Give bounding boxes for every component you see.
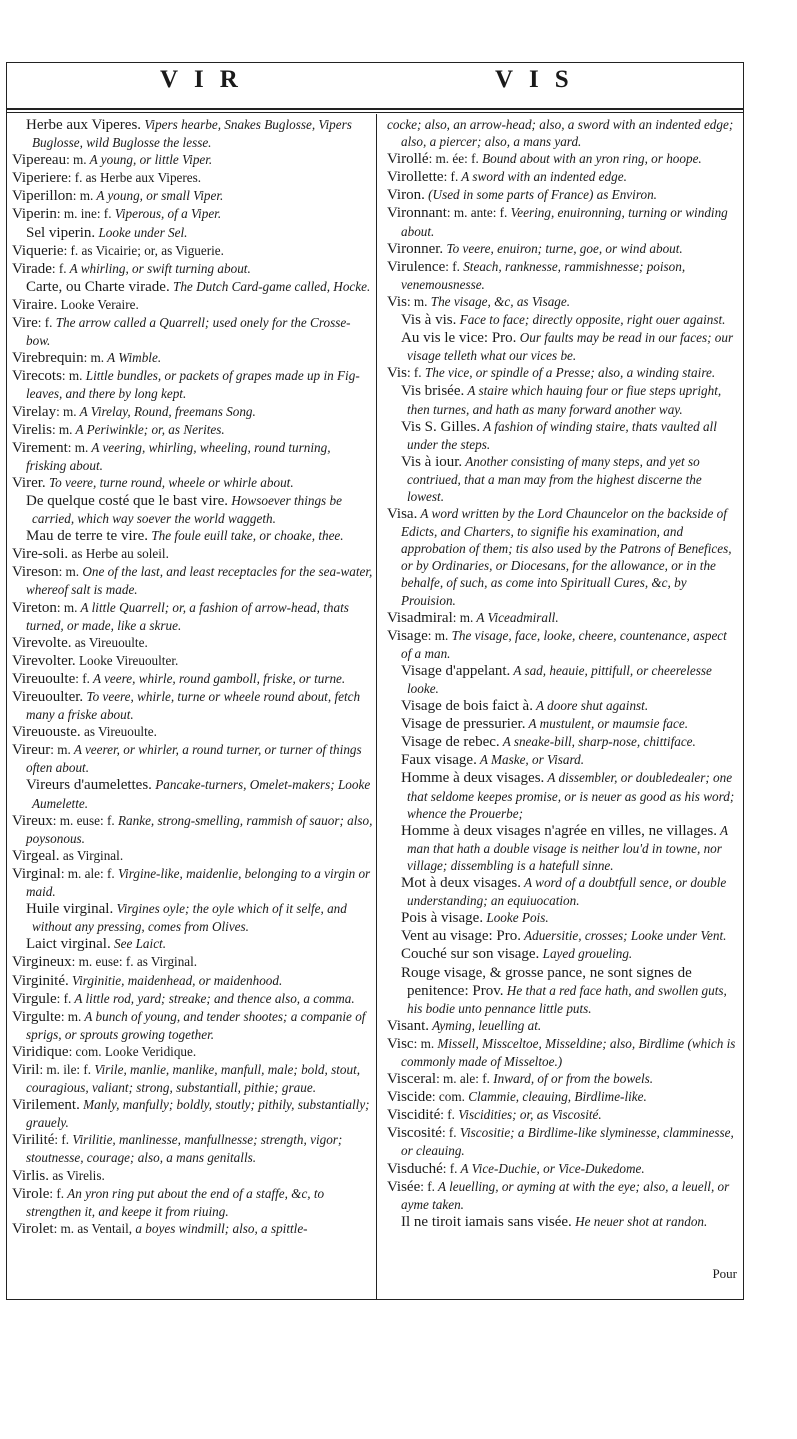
grammar-note: as Vireuoulte. <box>71 634 148 650</box>
dictionary-entry <box>12 990 374 1008</box>
headword: Virlis. <box>12 1167 50 1184</box>
definition: A veerer, or whirler, a round turner, or turner of things often about. <box>26 742 362 776</box>
grammar-note: : f. <box>443 169 459 185</box>
dictionary-entry <box>12 563 374 598</box>
grammar-note: : m. <box>413 1035 435 1051</box>
headword: Huile virginal. <box>26 901 114 918</box>
headword: Faux visage. <box>401 752 477 769</box>
headword: Viril <box>12 1061 40 1078</box>
dictionary-entry <box>387 453 740 505</box>
dictionary-entry <box>12 205 374 223</box>
dictionary-entry <box>12 439 374 474</box>
dictionary-entry <box>387 945 740 963</box>
headword: Virelis <box>12 421 52 438</box>
dictionary-entry <box>387 751 740 769</box>
headword: Virilité <box>12 1132 55 1149</box>
headword: Virgeal. <box>12 847 60 864</box>
dictionary-entry <box>12 741 374 776</box>
grammar-note: : com. <box>431 1089 465 1105</box>
header-rule-thin <box>6 112 744 113</box>
headword: Visage de bois faict à. <box>401 698 533 715</box>
definition: Aduersitie, crosses; Looke under Vent. <box>520 928 727 944</box>
definition: A veere, whirle, round gamboll, friske, or turne. <box>89 670 346 686</box>
definition: A fashion of winding staire, thats vaulted all under the steps. <box>407 418 717 452</box>
definition: A little Quarrell; or, a fashion of arrow-head, thats turned, or made, like a skrue. <box>26 599 349 633</box>
dictionary-entry <box>387 311 740 329</box>
dictionary-entry <box>12 260 374 278</box>
dictionary-entry <box>12 527 374 545</box>
definition: Looke under Sel. <box>95 224 188 240</box>
left-column <box>12 116 374 1238</box>
dictionary-entry <box>12 812 374 847</box>
dictionary-entry <box>387 733 740 751</box>
dictionary-entry <box>12 900 374 935</box>
dictionary-entry <box>387 1124 740 1159</box>
dictionary-entry <box>12 296 374 314</box>
headword: Il ne tiroit iamais sans visée. <box>401 1213 572 1230</box>
grammar-note: : m. ale: f. <box>436 1071 490 1087</box>
headword: Visage <box>387 627 428 644</box>
dictionary-entry <box>12 349 374 367</box>
grammar-note: : f. <box>56 990 72 1006</box>
definition: Virilitie, manlinesse, manfullnesse; strength, vigor; stoutnesse, courage; also, a mans genitalls. <box>26 1132 343 1166</box>
headword: Viraire. <box>12 296 58 313</box>
dictionary-entry <box>12 688 374 723</box>
headword: Visage de pressurier. <box>401 716 526 733</box>
dictionary-entry <box>387 1035 740 1070</box>
grammar-note: : f. <box>441 1125 457 1141</box>
dictionary-entry <box>12 953 374 971</box>
dictionary-entry <box>12 116 374 151</box>
dictionary-entry <box>12 847 374 865</box>
definition: Inward, of or from the bowels. <box>489 1071 654 1087</box>
grammar-note: : f. <box>420 1178 435 1194</box>
grammar-note: as Virelis. <box>49 1167 105 1183</box>
dictionary-entry <box>12 187 374 205</box>
dictionary-entry <box>12 1096 374 1131</box>
dictionary-entry <box>387 1160 740 1178</box>
headword: Vireux <box>12 812 53 829</box>
headword: Vis à iour. <box>401 453 463 470</box>
headword: Virollette <box>387 169 444 186</box>
definition: A Wimble. <box>104 350 162 366</box>
definition: Ayming, leuelling at. <box>429 1017 542 1033</box>
definition: A leuelling, or ayming at with the eye; also, a leuell, or ayme taken. <box>401 1178 730 1212</box>
headword: Virginal <box>12 865 61 882</box>
headword: Vironnant <box>387 205 447 222</box>
grammar-note: : m. ante: f. <box>446 205 508 221</box>
definition: A staire which hauing four or fiue steps upright, then turnes, and hath as many forward another way. <box>407 383 722 417</box>
headword: Mau de terre te vire. <box>26 528 149 545</box>
grammar-note: Looke Veraire. <box>57 296 139 312</box>
definition: Virginitie, maidenhead, or maidenhood. <box>68 972 283 988</box>
dictionary-entry <box>12 634 374 652</box>
dictionary-entry <box>12 314 374 349</box>
dictionary-entry <box>12 1061 374 1096</box>
headword: Virer. <box>12 474 46 491</box>
headword: Visc <box>387 1035 414 1052</box>
dictionary-entry <box>387 964 740 1017</box>
headword: Virement <box>12 439 68 456</box>
definition: Viperous, of a Viper. <box>111 206 222 222</box>
definition: One of the last, and least receptacles for the sea-water, whereof salt is made. <box>26 564 373 598</box>
definition: Viscositie; a Birdlime-like slyminesse, clamminesse, or cleauing. <box>401 1125 734 1159</box>
dictionary-entry <box>387 329 740 364</box>
dictionary-entry <box>387 505 740 609</box>
headword: Virolet <box>12 1220 54 1237</box>
definition: To veere, turne round, wheele or whirle about. <box>45 474 294 490</box>
headword: Vis à vis. <box>401 312 457 329</box>
grammar-note: : m. <box>56 403 77 419</box>
headword: Visceral <box>387 1071 437 1088</box>
dictionary-entry <box>12 367 374 402</box>
headword: De quelque costé que le bast vire. <box>26 492 229 509</box>
headword: Viperiere <box>12 170 68 187</box>
headword: Vireur <box>12 742 51 759</box>
headword: Virgule <box>12 990 57 1007</box>
grammar-note: : f. <box>440 1107 455 1123</box>
definition: Bound about with an yron ring, or hoope. <box>478 151 702 167</box>
grammar-note: : m. <box>66 152 87 168</box>
definition: Another consisting of many steps, and yet so contriued, that a man may from the highest discerne the lowest. <box>407 453 702 504</box>
definition: Virgines oyle; the oyle which of it selfe, and without any pressing, comes from Olives. <box>32 901 347 935</box>
dictionary-entry <box>387 874 740 909</box>
definition: A man that hath a double visage is neither lou'd in towne, nor village; dissembling is a hatefull sinne. <box>407 822 728 873</box>
headword: Homme à deux visages. <box>401 770 545 787</box>
headword: Mot à deux visages. <box>401 875 521 892</box>
headword: Herbe aux Viperes. <box>26 117 142 133</box>
headword: Visa. <box>387 506 418 523</box>
definition: Virile, manlie, manlike, manfull, male; bold, stout, couragious, valiant; strong, substantiall, pithie; graue. <box>26 1061 361 1096</box>
headword: Visée <box>387 1178 421 1195</box>
grammar-note: : f. <box>49 1185 65 1201</box>
definition: The foule euill take, or choake, thee. <box>148 528 344 544</box>
dictionary-entry <box>387 1088 740 1106</box>
headword: Vireuouste. <box>12 724 81 741</box>
dictionary-entry <box>387 364 740 382</box>
dictionary-entry <box>387 150 740 168</box>
headword: Visage d'appelant. <box>401 662 511 679</box>
headword: Visduché <box>387 1160 443 1177</box>
running-head-left: VIR <box>160 66 254 93</box>
definition: Little bundles, or packets of grapes made up in Fig-leaves, and there by long kept. <box>26 368 360 402</box>
definition: Face to face; directly opposite, right ouer against. <box>456 312 726 328</box>
column-separator <box>376 114 377 1300</box>
headword: Vire <box>12 315 38 332</box>
dictionary-entry <box>12 1131 374 1166</box>
dictionary-entry <box>12 1043 374 1061</box>
headword: Virecots <box>12 368 62 385</box>
grammar-note: : m. as Ventail, <box>53 1220 133 1236</box>
dictionary-entry <box>387 418 740 453</box>
headword: Virollé <box>387 151 429 168</box>
headword: Vipereau <box>12 152 67 169</box>
grammar-note: : m. ile: f. <box>39 1061 92 1077</box>
definition: A whirling, or swift turning about. <box>66 260 251 276</box>
dictionary-entry <box>387 186 740 204</box>
definition: A veering, whirling, wheeling, round turning, frisking about. <box>26 439 331 473</box>
definition: A bunch of young, and tender shootes; a companie of sprigs, or sprouts growing together. <box>26 1008 366 1042</box>
headword: Vis brisée. <box>401 383 465 400</box>
headword: Viscidité <box>387 1107 441 1124</box>
definition: To veere, whirle, turne or wheele round about, fetch many a friske about. <box>26 689 361 723</box>
headword: Virelay <box>12 403 57 420</box>
dictionary-entry <box>387 1017 740 1035</box>
right-column <box>387 116 740 1231</box>
definition: A young, or small Viper. <box>93 188 224 204</box>
definition: A Virelay, Round, freemans Song. <box>76 403 256 419</box>
definition: Virgine-like, maidenlie, belonging to a virgin or maid. <box>26 865 371 900</box>
definition: Our faults may be read in our faces; our visage telleth what our vices be. <box>407 330 734 364</box>
grammar-note: : f. <box>445 258 460 274</box>
running-head-right: VIS <box>495 66 585 93</box>
grammar-note: : m. <box>67 439 89 455</box>
dictionary-entry <box>387 204 740 239</box>
dictionary-entry <box>12 474 374 492</box>
dictionary-entry <box>12 1185 374 1220</box>
headword: Visant. <box>387 1017 430 1034</box>
definition: Missell, Missceltoe, Misseldine; also, Birdlime (which is commonly made of Misseltoe.) <box>401 1035 736 1069</box>
headword: Vireuoulter. <box>12 689 84 705</box>
headword: Pois à visage. <box>401 910 484 927</box>
dictionary-entry <box>387 609 740 627</box>
grammar-note: : m. <box>61 368 83 384</box>
headword: Vireurs d'aumelettes. <box>26 777 152 794</box>
grammar-note: : m. euse: f. <box>52 812 115 828</box>
headword: Virilement. <box>12 1097 80 1114</box>
grammar-note: : f. as Vicairie; or, as Viguerie. <box>63 242 224 258</box>
dictionary-entry <box>387 1213 740 1231</box>
grammar-note: : f. <box>54 1132 70 1148</box>
headword: Virgineux <box>12 954 72 971</box>
definition: cocke; also, an arrow-head; also, a sword with an indented edge; also, a piercer; also, a mans yard. <box>387 117 734 150</box>
headword: Vis <box>387 293 407 310</box>
definition: (Used in some parts of France) as Environ. <box>424 187 657 203</box>
grammar-note: : f. <box>37 315 53 331</box>
headword: Vis S. Gilles. <box>401 418 481 435</box>
grammar-note: : f. <box>75 670 90 686</box>
definition: Ranke, strong-smelling, rammish of sauor; also, poysonous. <box>26 812 373 846</box>
headword: Virade <box>12 260 52 277</box>
headword: Visage de rebec. <box>401 734 500 751</box>
definition: The vice, or spindle of a Presse; also, a winding staire. <box>421 365 716 381</box>
headword: Sel viperin. <box>26 224 96 241</box>
dictionary-entry <box>12 723 374 741</box>
grammar-note: : m. <box>406 293 428 309</box>
dictionary-entry <box>12 776 374 811</box>
grammar-note: : m. <box>50 742 71 758</box>
dictionary-entry <box>12 403 374 421</box>
grammar-note: : m. <box>51 421 73 437</box>
definition: A dissembler, or doubledealer; one that seldome keepes promise, or is neuer as good as his word; whence the Prouerbe; <box>407 770 735 821</box>
dictionary-entry <box>387 293 740 311</box>
headword: Vire-soli. <box>12 546 69 563</box>
grammar-note: : m. <box>452 609 474 625</box>
dictionary-entry <box>387 382 740 417</box>
grammar-note: : m. euse: f. as Virginal. <box>71 954 198 970</box>
dictionary-entry <box>387 116 740 150</box>
dictionary-entry <box>12 1220 374 1238</box>
grammar-note: : m. <box>83 350 105 366</box>
definition: Pancake-turners, Omelet-makers; Looke Aumelette. <box>32 777 371 811</box>
definition: The visage, face, looke, cheere, countenance, aspect of a man. <box>401 627 727 661</box>
definition: A Vice-Duchie, or Vice-Dukedome. <box>457 1160 645 1176</box>
headword: Viperin <box>12 206 57 223</box>
grammar-note: : f. <box>51 260 67 276</box>
grammar-note: : com. Looke Veridique. <box>68 1043 197 1059</box>
definition: A sad, heauie, pittifull, or cheerelesse looke. <box>407 662 712 696</box>
headword: Vireson <box>12 564 59 581</box>
definition: The visage, &c, as Visage. <box>427 293 571 309</box>
definition: A mustulent, or maumsie face. <box>525 716 688 732</box>
headword: Virulence <box>387 258 446 275</box>
definition: A little rod, yard; streake; and thence also, a comma. <box>71 990 355 1006</box>
headword: Carte, ou Charte virade. <box>26 278 170 295</box>
headword: Vireton <box>12 599 57 616</box>
grammar-note: as Virginal. <box>59 847 124 863</box>
dictionary-entry <box>12 545 374 563</box>
dictionary-entry <box>12 972 374 990</box>
headword: Virgulte <box>12 1008 61 1025</box>
dictionary-entry <box>12 652 374 670</box>
grammar-note: : m. ée: f. <box>428 151 479 167</box>
headword: Vireuoulte <box>12 670 76 687</box>
dictionary-entry <box>387 168 740 186</box>
definition: A word of a doubtfull sence, or double understanding; an equiuocation. <box>407 875 727 909</box>
headword: Viquerie <box>12 242 64 259</box>
definition: A Viceadmirall. <box>473 609 559 625</box>
headword: Virevolter. <box>12 652 76 669</box>
dictionary-entry <box>12 169 374 187</box>
dictionary-entry <box>387 240 740 258</box>
dictionary-entry <box>387 715 740 733</box>
dictionary-entry <box>12 492 374 527</box>
grammar-note: : m. <box>60 1008 82 1024</box>
headword: Virebrequin <box>12 350 84 367</box>
dictionary-entry <box>12 151 374 169</box>
definition: Vipers hearbe, Snakes Buglosse, Vipers Buglosse, wild Buglosse the lesse. <box>32 117 352 151</box>
headword: Virole <box>12 1185 50 1202</box>
dictionary-entry <box>12 1167 374 1185</box>
definition: A sneake-bill, sharp-nose, chittiface. <box>499 734 696 750</box>
definition: A doore shut against. <box>532 698 649 714</box>
headword: Vironner. <box>387 240 444 257</box>
definition: A young, or little Viper. <box>86 152 213 168</box>
definition: A Periwinkle; or, as Nerites. <box>72 421 225 437</box>
headword: Virevolte. <box>12 634 72 651</box>
definition: A Maske, or Visard. <box>476 752 585 768</box>
definition: The arrow called a Quarrell; used onely for the Crosse-bow. <box>26 315 351 349</box>
headword: Viperillon <box>12 188 73 205</box>
definition: He neuer shot at randon. <box>571 1213 708 1229</box>
headword: Viron. <box>387 187 425 204</box>
dictionary-entry <box>387 258 740 293</box>
definition: Howsoever things be carried, which way soever the world waggeth. <box>32 492 342 527</box>
headword: Virginité. <box>12 972 69 989</box>
definition: Clammie, cleauing, Birdlime-like. <box>464 1089 647 1105</box>
grammar-note: : m. <box>58 564 80 580</box>
grammar-note: : m. ale: f. <box>60 865 115 881</box>
headword: Viridique <box>12 1043 69 1060</box>
headword: Couché sur son visage. <box>401 946 540 963</box>
dictionary-entry <box>12 278 374 296</box>
headword: Rouge visage, & grosse pance, ne sont signes de penitence: Prov. <box>401 964 692 999</box>
dictionary-entry <box>12 670 374 688</box>
dictionary-entry <box>12 935 374 953</box>
definition: He that a red face hath, and swollen guts, his bodie unto pennance little puts. <box>407 982 727 1016</box>
definition: An yron ring put about the end of a staffe, &c, to strengthen it, and keepe it from riuing. <box>26 1185 325 1219</box>
definition: Manly, manfully; boldly, stoutly; pithily, substantially; grauely. <box>26 1097 370 1131</box>
grammar-note: : f. as Herbe aux Viperes. <box>67 170 202 186</box>
grammar-note: : f. <box>442 1160 458 1176</box>
dictionary-entry <box>387 697 740 715</box>
headword: Viscosité <box>387 1125 442 1142</box>
dictionary-entry <box>12 224 374 242</box>
grammar-note: as Herbe au soleil. <box>68 546 169 562</box>
dictionary-entry <box>387 822 740 874</box>
grammar-note: : m. <box>427 627 449 643</box>
headword: Laict virginal. <box>26 936 111 953</box>
grammar-note: as Vireuoulte. <box>80 724 157 740</box>
dictionary-entry <box>387 1106 740 1124</box>
headword: Vent au visage: Pro. <box>401 928 521 945</box>
dictionary-entry <box>12 421 374 439</box>
grammar-note: Looke Vireuoulter. <box>75 652 179 668</box>
dictionary-entry <box>387 1178 740 1213</box>
definition: Steach, ranknesse, rammishnesse; poison, venemousnesse. <box>401 258 686 292</box>
catchword: Pour <box>712 1266 737 1281</box>
definition: A sword with an indented edge. <box>458 169 627 185</box>
grammar-note: : m. ine: f. <box>56 206 112 222</box>
grammar-note: : m. <box>56 599 78 615</box>
definition: A word written by the Lord Chauncelor on the backside of Edicts, and Charters, to signifie his examination, and approbation of them; tis also used by the Patrons of Benefices, or by Ordinaries, or Diocesans, for the allowance, or in the behalfe, of such, as come into Spirituall Cures, &c, by Prouision. <box>401 506 732 608</box>
dictionary-entry <box>387 909 740 927</box>
definition: Veering, enuironning, turning or winding about. <box>401 205 728 239</box>
grammar-note: : m. <box>72 188 94 204</box>
definition: The Dutch Card-game called, Hocke. <box>169 278 371 294</box>
dictionary-entry <box>12 599 374 634</box>
headword: Au vis le vice: Pro. <box>401 330 517 347</box>
dictionary-entry <box>387 769 740 821</box>
grammar-note: : f. <box>406 365 422 381</box>
dictionary-entry <box>12 865 374 900</box>
definition: Viscidities; or, as Viscosité. <box>454 1107 602 1123</box>
definition: Looke Pois. <box>483 910 549 926</box>
headword: Vis <box>387 365 407 382</box>
dictionary-entry <box>387 627 740 662</box>
definition: a boyes windmill; also, a spittle- <box>132 1220 308 1236</box>
definition: See Laict. <box>110 936 167 952</box>
headword: Visadmiral <box>387 609 453 626</box>
definition: To veere, enuiron; turne, goe, or wind about. <box>443 240 683 256</box>
dictionary-entry <box>387 662 740 697</box>
dictionary-entry <box>12 242 374 260</box>
headword: Viscide <box>387 1089 432 1106</box>
header-rule <box>6 108 744 110</box>
dictionary-entry <box>12 1008 374 1043</box>
dictionary-entry <box>387 927 740 945</box>
definition: Layed groueling. <box>539 946 633 962</box>
headword: Homme à deux visages n'agrée en villes, ne villages. <box>401 822 717 839</box>
dictionary-entry <box>387 1070 740 1088</box>
